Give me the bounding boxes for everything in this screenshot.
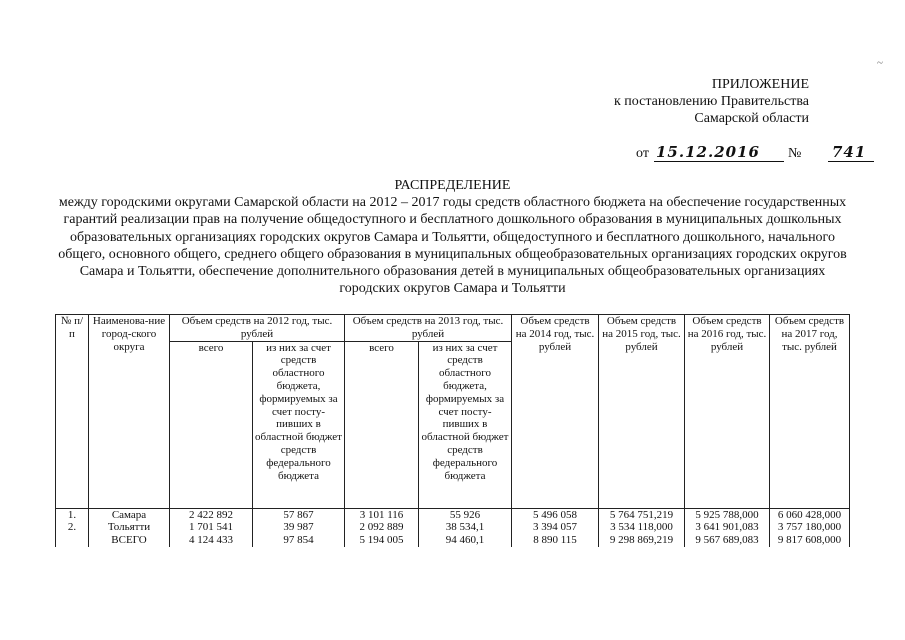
table-row [56,508,850,521]
dateline-prefix: от [636,146,649,161]
cell-2015: 9 298 869,219 [599,534,685,547]
cell-2016: 5 925 788,000 [685,508,770,521]
cell-2016: 3 641 901,083 [685,521,770,534]
handwritten-number: 741 [832,143,867,161]
distribution-table [55,314,850,547]
cell-2014: 3 394 057 [512,521,599,534]
dateline [636,143,867,166]
cell-2015: 5 764 751,219 [599,508,685,521]
appendix-title: ПРИЛОЖЕНИЕ [711,77,809,92]
cell-fed-2013: 55 926 [419,508,512,521]
col-header-2012: Объем средств на 2012 год, тыс. рублей [170,315,345,342]
col-header-name: Наименова-ние город-ского округа [89,315,170,509]
page-corner-mark: ~ [877,57,883,69]
row-num [56,534,89,547]
appendix-line: к постановлению Правительства [613,94,809,109]
cell-2014: 5 496 058 [512,508,599,521]
row-name: Самара [89,508,170,521]
handwritten-date: 15.12.2016 [656,143,760,161]
table-row-total [56,534,850,547]
cell-total-2013: 5 194 005 [345,534,419,547]
number-underline [828,161,874,162]
appendix-line: Самарской области [694,111,809,126]
cell-total-2012: 1 701 541 [170,521,253,534]
cell-total-2012: 4 124 433 [170,534,253,547]
cell-fed-2012: 57 867 [253,508,345,521]
appendix-header [579,76,809,127]
col-header-num: № п/п [56,315,89,509]
cell-fed-2012: 97 854 [253,534,345,547]
cell-total-2012: 2 422 892 [170,508,253,521]
table-header-row [56,315,850,342]
cell-fed-2012: 39 987 [253,521,345,534]
col-header-total-2013: всего [345,341,419,508]
col-header-fed-2012: из них за счет средств областного бюджета, формируемых за счет посту-пивших в областной бюджет средств федерального бюджета [253,341,345,508]
cell-2017: 3 757 180,000 [770,521,850,534]
document-title: РАСПРЕДЕЛЕНИЕ [394,178,511,193]
row-num: 1. [56,508,89,521]
number-label: № [788,146,802,161]
cell-total-2013: 3 101 116 [345,508,419,521]
col-header-2015: Объем средств на 2015 год, тыс. рублей [599,315,685,509]
col-header-2013: Объем средств на 2013 год, тыс. рублей [345,315,512,342]
date-underline [654,161,784,162]
cell-2017: 9 817 608,000 [770,534,850,547]
cell-total-2013: 2 092 889 [345,521,419,534]
row-name: ВСЕГО [89,534,170,547]
col-header-2017: Объем средств на 2017 год, тыс. рублей [770,315,850,509]
cell-fed-2013: 38 534,1 [419,521,512,534]
row-name: Тольятти [89,521,170,534]
col-header-total-2012: всего [170,341,253,508]
cell-fed-2013: 94 460,1 [419,534,512,547]
table-row [56,521,850,534]
row-num: 2. [56,521,89,534]
cell-2014: 8 890 115 [512,534,599,547]
col-header-2014: Объем средств на 2014 год, тыс. рублей [512,315,599,509]
cell-2016: 9 567 689,083 [685,534,770,547]
col-header-fed-2013: из них за счет средств областного бюджета, формируемых за счет посту-пивших в областной бюджет средств федерального бюджета [419,341,512,508]
document-subtitle: между городскими округами Самарской области на 2012 – 2017 годы средств областного бюджета на обеспечение государственных гарантий реализации прав на получение общедоступного и бесплатного дошкольного образования в муниципальных дошкольных образовательных организациях городских округов Самара и Тольятти, общедоступного и бесплатного дошкольного, начального общего, основного общего, среднего общего образования в муниципальных общеобразовательных организациях городских округов Самара и Тольятти, обеспечение дополнительного образования детей в муниципальных общеобразовательных организациях городских округов Самара и Тольятти [58,195,847,297]
cell-2017: 6 060 428,000 [770,508,850,521]
cell-2015: 3 534 118,000 [599,521,685,534]
col-header-2016: Объем средств на 2016 год, тыс. рублей [685,315,770,509]
